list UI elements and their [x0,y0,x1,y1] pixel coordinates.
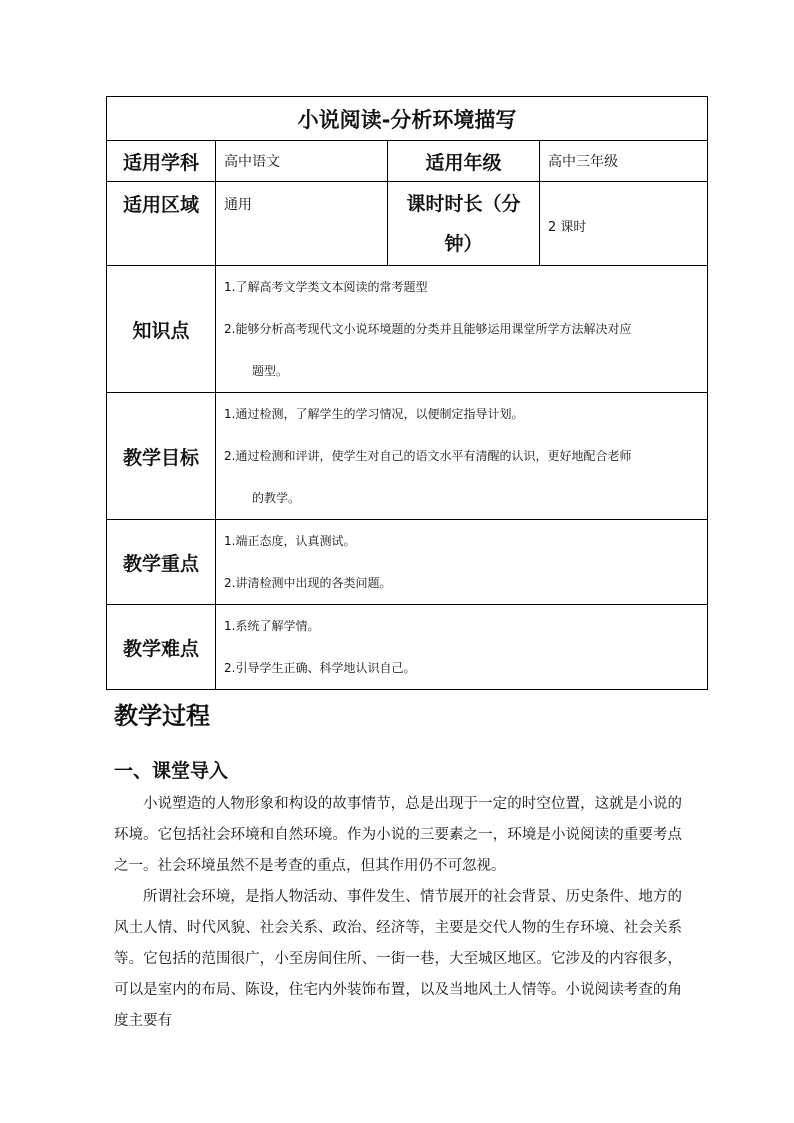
knowledge-item: 2.能够分析高考现代文小说环境题的分类并且能够运用课堂所学方法解决对应 [224,322,632,336]
paragraph: 所谓社会环境，是指人物活动、事件发生、情节展开的社会背景、历史条件、地方的风土人情、时代风貌、社会关系、政治、经济等，主要是交代人物的生存环境、社会关系等。它包括的范围很广，小至房间住所、一街一巷，大至城区地区。它涉及的内容很多，可以是室内的布局、陈设，住宅内外装饰布置，以及当地风土人情等。小说阅读考查的角度主要有 [114,889,682,1029]
difficulty-item: 1.系统了解学情。 [224,619,320,633]
goal-item: 的教学。 [252,491,301,505]
goal-item: 1.通过检测，了解学生的学习情况，以便制定指导计划。 [224,407,524,421]
key-point-item: 1.端正态度，认真测试。 [224,534,356,548]
key-point-item: 2.讲清检测中出现的各类问题。 [224,576,392,590]
goals-label: 教学目标 [107,393,216,520]
duration-value: 2 课时 [540,182,708,266]
difficulty-item: 2.引导学生正确、科学地认识自己。 [224,661,416,675]
key-points-content [216,520,708,605]
duration-label-line1: 课时时长（分 [406,192,521,215]
difficulties-label: 教学难点 [107,605,216,690]
duration-label-line2: 钟） [444,232,483,255]
difficulties-content [216,605,708,690]
region-label: 适用区域 [107,182,216,266]
lesson-title: 小说阅读-分析环境描写 [107,97,708,141]
region-value: 通用 [216,182,388,266]
subject-value: 高中语文 [216,141,388,182]
grade-label: 适用年级 [388,141,540,182]
body-text [114,789,682,1037]
knowledge-item: 题型。 [252,364,289,378]
duration-label [388,182,540,266]
section-title: 教学过程 [114,702,210,730]
goals-content [216,393,708,520]
knowledge-content [216,266,708,393]
lesson-info-table [106,96,708,690]
knowledge-item: 1.了解高考文学类文本阅读的常考题型 [224,280,428,294]
key-points-label: 教学重点 [107,520,216,605]
subsection-title: 一、课堂导入 [114,760,229,782]
paragraph: 小说塑造的人物形象和构设的故事情节，总是出现于一定的时空位置，这就是小说的环境。它包括社会环境和自然环境。作为小说的三要素之一，环境是小说阅读的重要考点之一。社会环境虽然不是考查的重点，但其作用仍不可忽视。 [114,796,682,874]
knowledge-label: 知识点 [107,266,216,393]
goal-item: 2.通过检测和评讲，使学生对自己的语文水平有清醒的认识，更好地配合老师 [224,449,632,463]
subject-label: 适用学科 [107,141,216,182]
grade-value: 高中三年级 [540,141,708,182]
